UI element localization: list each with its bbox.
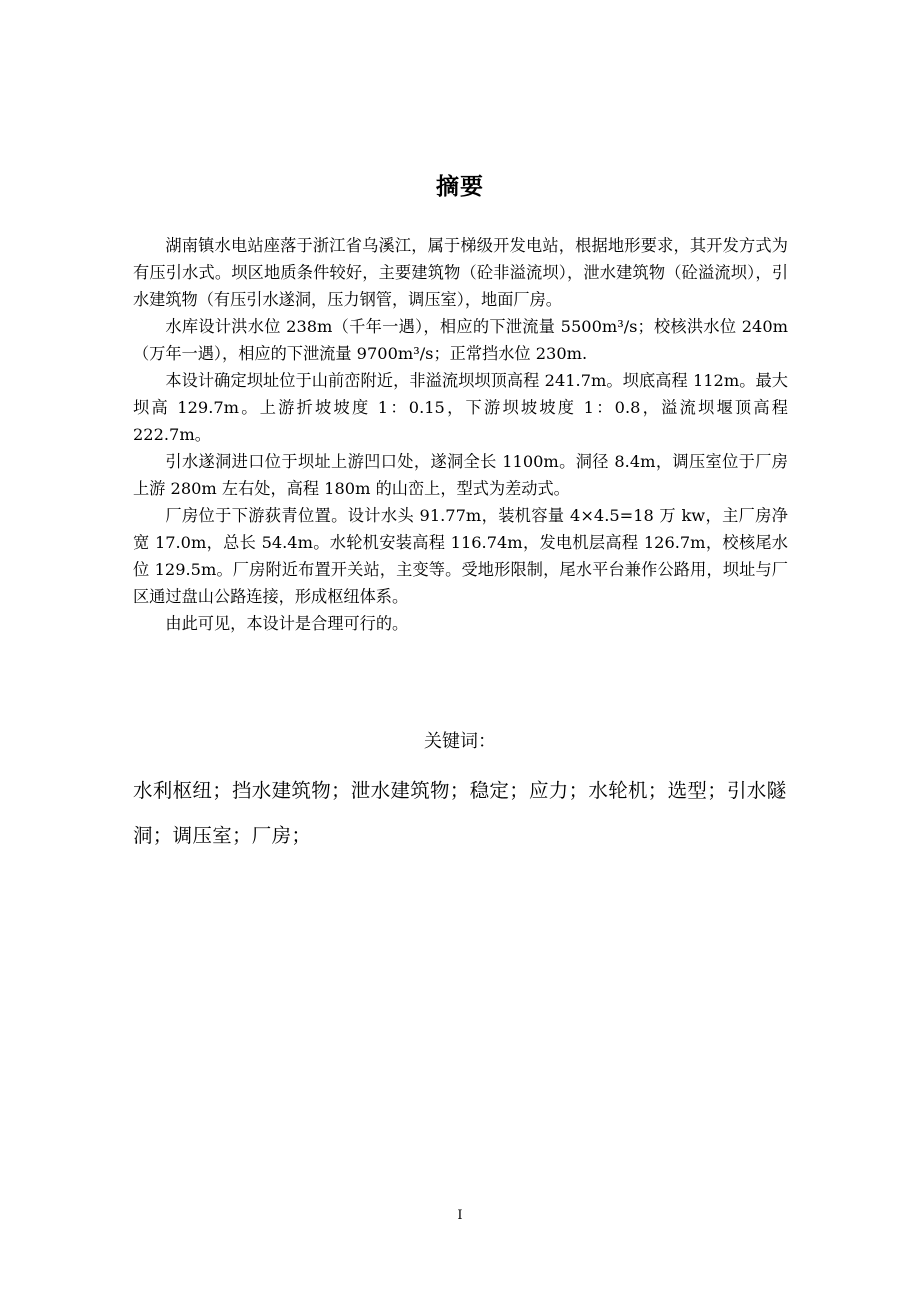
keywords-list: 水利枢纽；挡水建筑物；泄水建筑物；稳定；应力；水轮机；选型；引水隧洞；调压室；厂房； [133, 779, 787, 847]
abstract-paragraph: 引水遂洞进口位于坝址上游凹口处，遂洞全长 1100m。洞径 8.4m，调压室位于厂房上游 280m 左右处，高程 180m 的山峦上，型式为差动式。 [133, 452, 788, 498]
keywords-title: 关键词： [424, 731, 496, 752]
page-number: I [457, 1208, 463, 1223]
abstract-paragraph: 由此可见，本设计是合理可行的。 [165, 614, 409, 633]
abstract-title: 摘要 [436, 174, 484, 200]
abstract-paragraph: 厂房位于下游荻青位置。设计水头 91.77m，装机容量 4×4.5=18 万 kw，主厂房净宽 17.0m，总长 54.4m。水轮机安装高程 116.74m，发电机层高程 126.7m，校核尾水位 129.5m。厂房附近布置开关站，主变等。受地形限制，尾水平台兼作公路用，坝址与厂区通过盘山公路连接，形成枢纽体系。 [133, 506, 788, 606]
abstract-paragraph: 水库设计洪水位 238m（千年一遇），相应的下泄流量 5500m³/s；校核洪水位 240m（万年一遇），相应的下泄流量 9700m³/s；正常挡水位 230m. [133, 317, 788, 363]
abstract-paragraph: 湖南镇水电站座落于浙江省乌溪江，属于梯级开发电站，根据地形要求，其开发方式为有压引水式。坝区地质条件较好，主要建筑物（砼非溢流坝），泄水建筑物（砼溢流坝），引水建筑物（有压引水遂洞，压力钢管，调压室），地面厂房。 [133, 236, 788, 309]
abstract-paragraph: 本设计确定坝址位于山前峦附近，非溢流坝坝顶高程 241.7m。坝底高程 112m。最大坝高 129.7m。上游折坡坡度 1：0.15，下游坝坡坡度 1：0.8，溢流坝堰顶高程 222.7m。 [133, 371, 788, 444]
abstract-body [133, 232, 788, 637]
